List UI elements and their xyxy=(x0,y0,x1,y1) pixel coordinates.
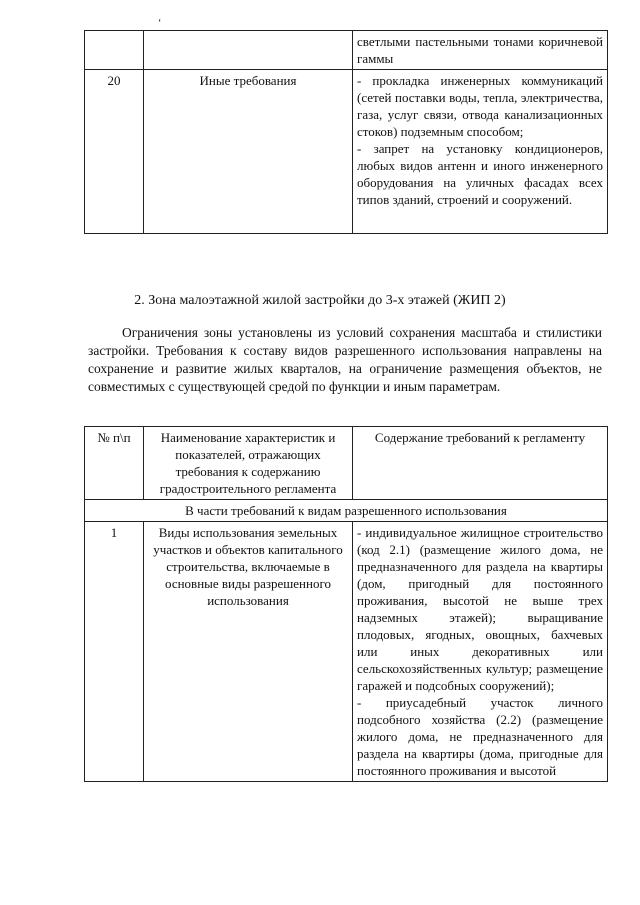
section-row: В части требований к видам разрешенного использования xyxy=(85,500,608,522)
requirements-table-continued xyxy=(84,30,608,234)
row-name: Виды использования земельных участков и объектов капитального строительства, включаемые в основные виды разрешенного использования xyxy=(144,522,353,782)
row-name: Иные требования xyxy=(144,70,353,234)
table-row xyxy=(85,522,608,782)
cell-empty xyxy=(144,31,353,70)
requirement-item: - прокладка инженерных коммуникаций (сетей поставки воды, тепла, электричества, газа, услуг связи, отвода канализационных стоков) подземным способом; xyxy=(357,73,603,139)
requirement-item: - приусадебный участок личного подсобного хозяйства (2.2) (размещение жилого дома, не предназначенного для раздела на квартиры (дома, пригодные для постоянного проживания и высотой xyxy=(357,695,603,778)
row-content xyxy=(353,70,608,234)
scan-mark: ‘ xyxy=(158,18,162,29)
header-num: № п\п xyxy=(85,427,144,500)
requirement-item: - запрет на установку кондиционеров, любых видов антенн и иного инженерного оборудования на уличных фасадах всех типов зданий, строений и сооружений. xyxy=(357,141,603,207)
table-section-row xyxy=(85,500,608,522)
row-number: 1 xyxy=(85,522,144,782)
row-content xyxy=(353,522,608,782)
cell-content: светлыми пастельными тонами коричневой гаммы xyxy=(353,31,608,70)
table-header-row xyxy=(85,427,608,500)
zone-requirements-table xyxy=(84,426,608,782)
header-content: Содержание требований к регламенту xyxy=(353,427,608,500)
table-row xyxy=(85,70,608,234)
section-paragraph: Ограничения зоны установлены из условий сохранения масштаба и стилистики застройки. Требования к составу видов разрешенного использования направлены на сохранение и развитие жилых кварталов, на ограничение размещения объектов, не совместимых с существующей средой по функции и иным параметрам. xyxy=(88,325,602,394)
row-number: 20 xyxy=(85,70,144,234)
cell-empty xyxy=(85,31,144,70)
section-title: 2. Зона малоэтажной жилой застройки до 3-х этажей (ЖИП 2) xyxy=(134,293,506,308)
header-name: Наименование характеристик и показателей, отражающих требования к содержанию градостроительного регламента xyxy=(144,427,353,500)
requirement-item: - индивидуальное жилищное строительство (код 2.1) (размещение жилого дома, не предназначенного для раздела на квартиры (дом, пригодный для постоянного проживания, высотой не выше трех надземных этажей); выращивание плодовых, ягодных, овощных, бахчевых или иных декоративных или сельскохозяйственных культур; размещение гаражей и подсобных сооружений); xyxy=(357,525,603,693)
table-row xyxy=(85,31,608,70)
